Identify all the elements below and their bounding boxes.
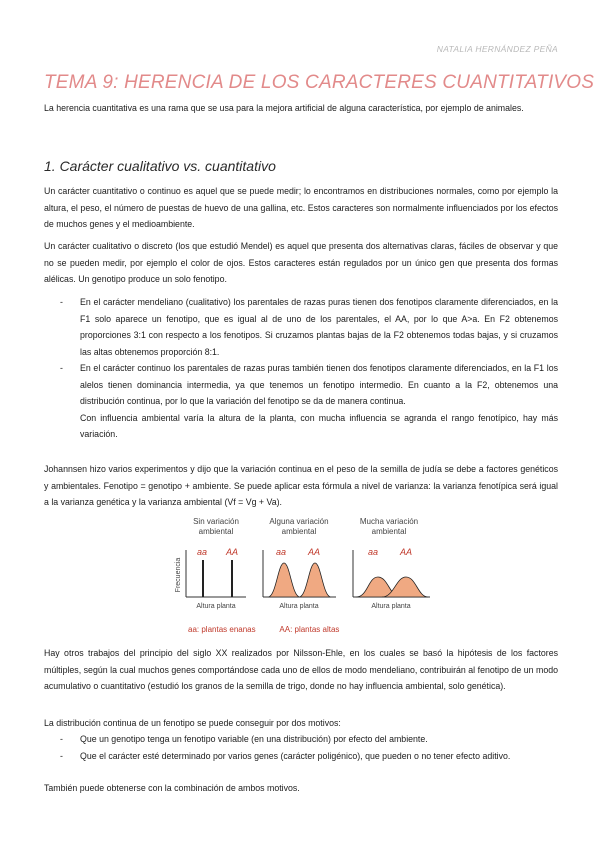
allele-label-AA-2: AA	[308, 547, 321, 557]
allele-label-AA-1: AA	[226, 547, 239, 557]
allele-label-aa-3: aa	[368, 547, 379, 557]
x-axis-label-1: Altura planta	[196, 603, 236, 610]
figure-legend	[188, 625, 361, 634]
paragraph-qualitative: Un carácter cualitativo o discreto (los que estudió Mendel) es aquel que presenta dos alternativas claras, fáciles de observar y que no se pueden medir, por ejemplo el color de ojos. Estos caracteres están regulados por un único gen que presenta dos formas alélicas. Un genotipo produce un solo fenotipo.	[44, 241, 558, 284]
title-number: TEMA 9:	[44, 72, 119, 93]
allele-label-aa-1: aa	[197, 547, 208, 557]
panel-title-1: Sin variación ambiental	[193, 517, 239, 536]
x-axis-label-3: Altura planta	[371, 603, 411, 610]
list-item: - En el carácter mendeliano (cualitativo) los parentales de razas puras tienen dos fenotipos claramente diferenciados, en la F1 solo aparece un fenotipo, que es igual al de uno de los parentales, el AA, por lo que A>a. En F2 obtenemos proporciones 3:1 con respecto a los fenotipos. Si cruzamos plantas bajas de la F2 obtenemos todas bajas, y si cruzamos las altas obtenemos proporción 8:1.	[60, 297, 558, 357]
legend-aa: aa: plantas enanas	[188, 625, 256, 634]
list-item-continuation	[44, 410, 558, 443]
section-heading: 1. Carácter cualitativo vs. cuantitativo	[44, 158, 276, 174]
allele-label-AA-3: AA	[400, 547, 413, 557]
panel-2-curve-aa	[268, 563, 300, 597]
author-name: NATALIA HERNÁNDEZ PEÑA	[436, 44, 558, 54]
panel-title-3: Mucha variación ambiental	[359, 517, 419, 536]
bullet-list-reasons	[44, 731, 558, 764]
paragraph-quantitative: Un carácter cuantitativo o continuo es aquel que se puede medir; lo encontramos en distribuciones normales, como por ejemplo la altura, el peso, el número de puestas de huevo de una gallina, etc. Estos caracteres son normalmente influenciados por los efectos de muchos genes y el medioambiente.	[44, 186, 558, 229]
panel-2-curve-AA	[299, 563, 331, 597]
paragraph-combination: También puede obtenerse con la combinación de ambos motivos.	[44, 783, 300, 793]
list-item: - Que el carácter esté determinado por varios genes (carácter poligénico), que pueden o no tener efecto aditivo.	[60, 750, 511, 761]
paragraph-nilsson-ehle: Hay otros trabajos del principio del siglo XX realizados por Nilsson-Ehle, en los cuales se basó la hipótesis de los factores múltiples, según la cual muchos genes comportándose cada uno de ellos de modo mendeliano, contribuirán al fenotipo de un modo acumulativo o cuantitativo (estudió los granos de la semilla de trigo, donde no hay influencia ambiental, solo genética).	[44, 648, 558, 691]
list-item: - En el carácter continuo los parentales de razas puras también tienen dos fenotipos claramente diferenciados, en la F1 los alelos tienen dominancia intermedia, ya que tenemos un fenotipo intermedio. En cuanto a la F2, obtenemos una distribución continua, por lo que la variación del fenotipo se da de manera continua.	[60, 363, 558, 406]
list-item-text: En el carácter continuo los parentales de razas puras también tienen dos fenotipos claramente diferenciados, en la F1 los alelos tienen dominancia intermedia, ya que tenemos un fenotipo intermedio. En cuanto a la F2, obtenemos una distribución continua, por lo que la variación del fenotipo se da de manera continua.	[80, 363, 558, 406]
intro-paragraph: La herencia cuantitativa es una rama que se usa para la mejora artificial de alguna característica, por ejemplo de animales.	[44, 103, 524, 113]
list-item-text: En el carácter mendeliano (cualitativo) los parentales de razas puras tienen dos fenotipos claramente diferenciados, en la F1 solo aparece un fenotipo, que es igual al de uno de los parentales, el AA, por lo que A>a. En F2 obtenemos proporciones 3:1 con respecto a los fenotipos. Si cruzamos plantas bajas de la F2 obtenemos todas bajas, y si cruzamos las altas obtenemos proporción 8:1.	[80, 297, 558, 357]
allele-label-aa-2: aa	[276, 547, 287, 557]
paragraph-continuous-reasons: La distribución continua de un fenotipo se puede conseguir por dos motivos:	[44, 718, 341, 728]
list-item: - Que un genotipo tenga un fenotipo variable (en una distribución) por efecto del ambiente.	[60, 734, 428, 744]
title-text: HERENCIA DE LOS CARACTERES CUANTITATIVOS	[124, 72, 595, 93]
legend-AA: AA: plantas altas	[279, 625, 340, 634]
y-axis-label: Frecuencia	[175, 557, 182, 593]
panel-title-2: Alguna variación ambiental	[269, 517, 329, 536]
paragraph-johannsen: Johannsen hizo varios experimentos y dijo que la variación continua en el peso de la semilla de judía se debe a factores genéticos y ambientales. Fenotipo = genotipo + ambiente. Se puede aplicar esta fórmula a nivel de varianza: la varianza fenotípica será igual a la varianza genética y la varianza ambiental (Vf = Vg + Va).	[44, 464, 558, 507]
x-axis-label-2: Altura planta	[279, 603, 319, 610]
list-item-text: Que un genotipo tenga un fenotipo variable (en una distribución) por efecto del ambiente.	[80, 734, 428, 744]
bullet-list-inheritance	[44, 294, 558, 443]
page-title	[44, 72, 595, 94]
list-item-text: Que el carácter esté determinado por varios genes (carácter poligénico), que pueden o no tener efecto aditivo.	[80, 750, 511, 761]
variation-figure	[168, 515, 438, 640]
list-item-text: Con influencia ambiental varía la altura de la planta, con mucha influencia se agranda el rango fenotípico, hay más variación.	[80, 412, 558, 439]
